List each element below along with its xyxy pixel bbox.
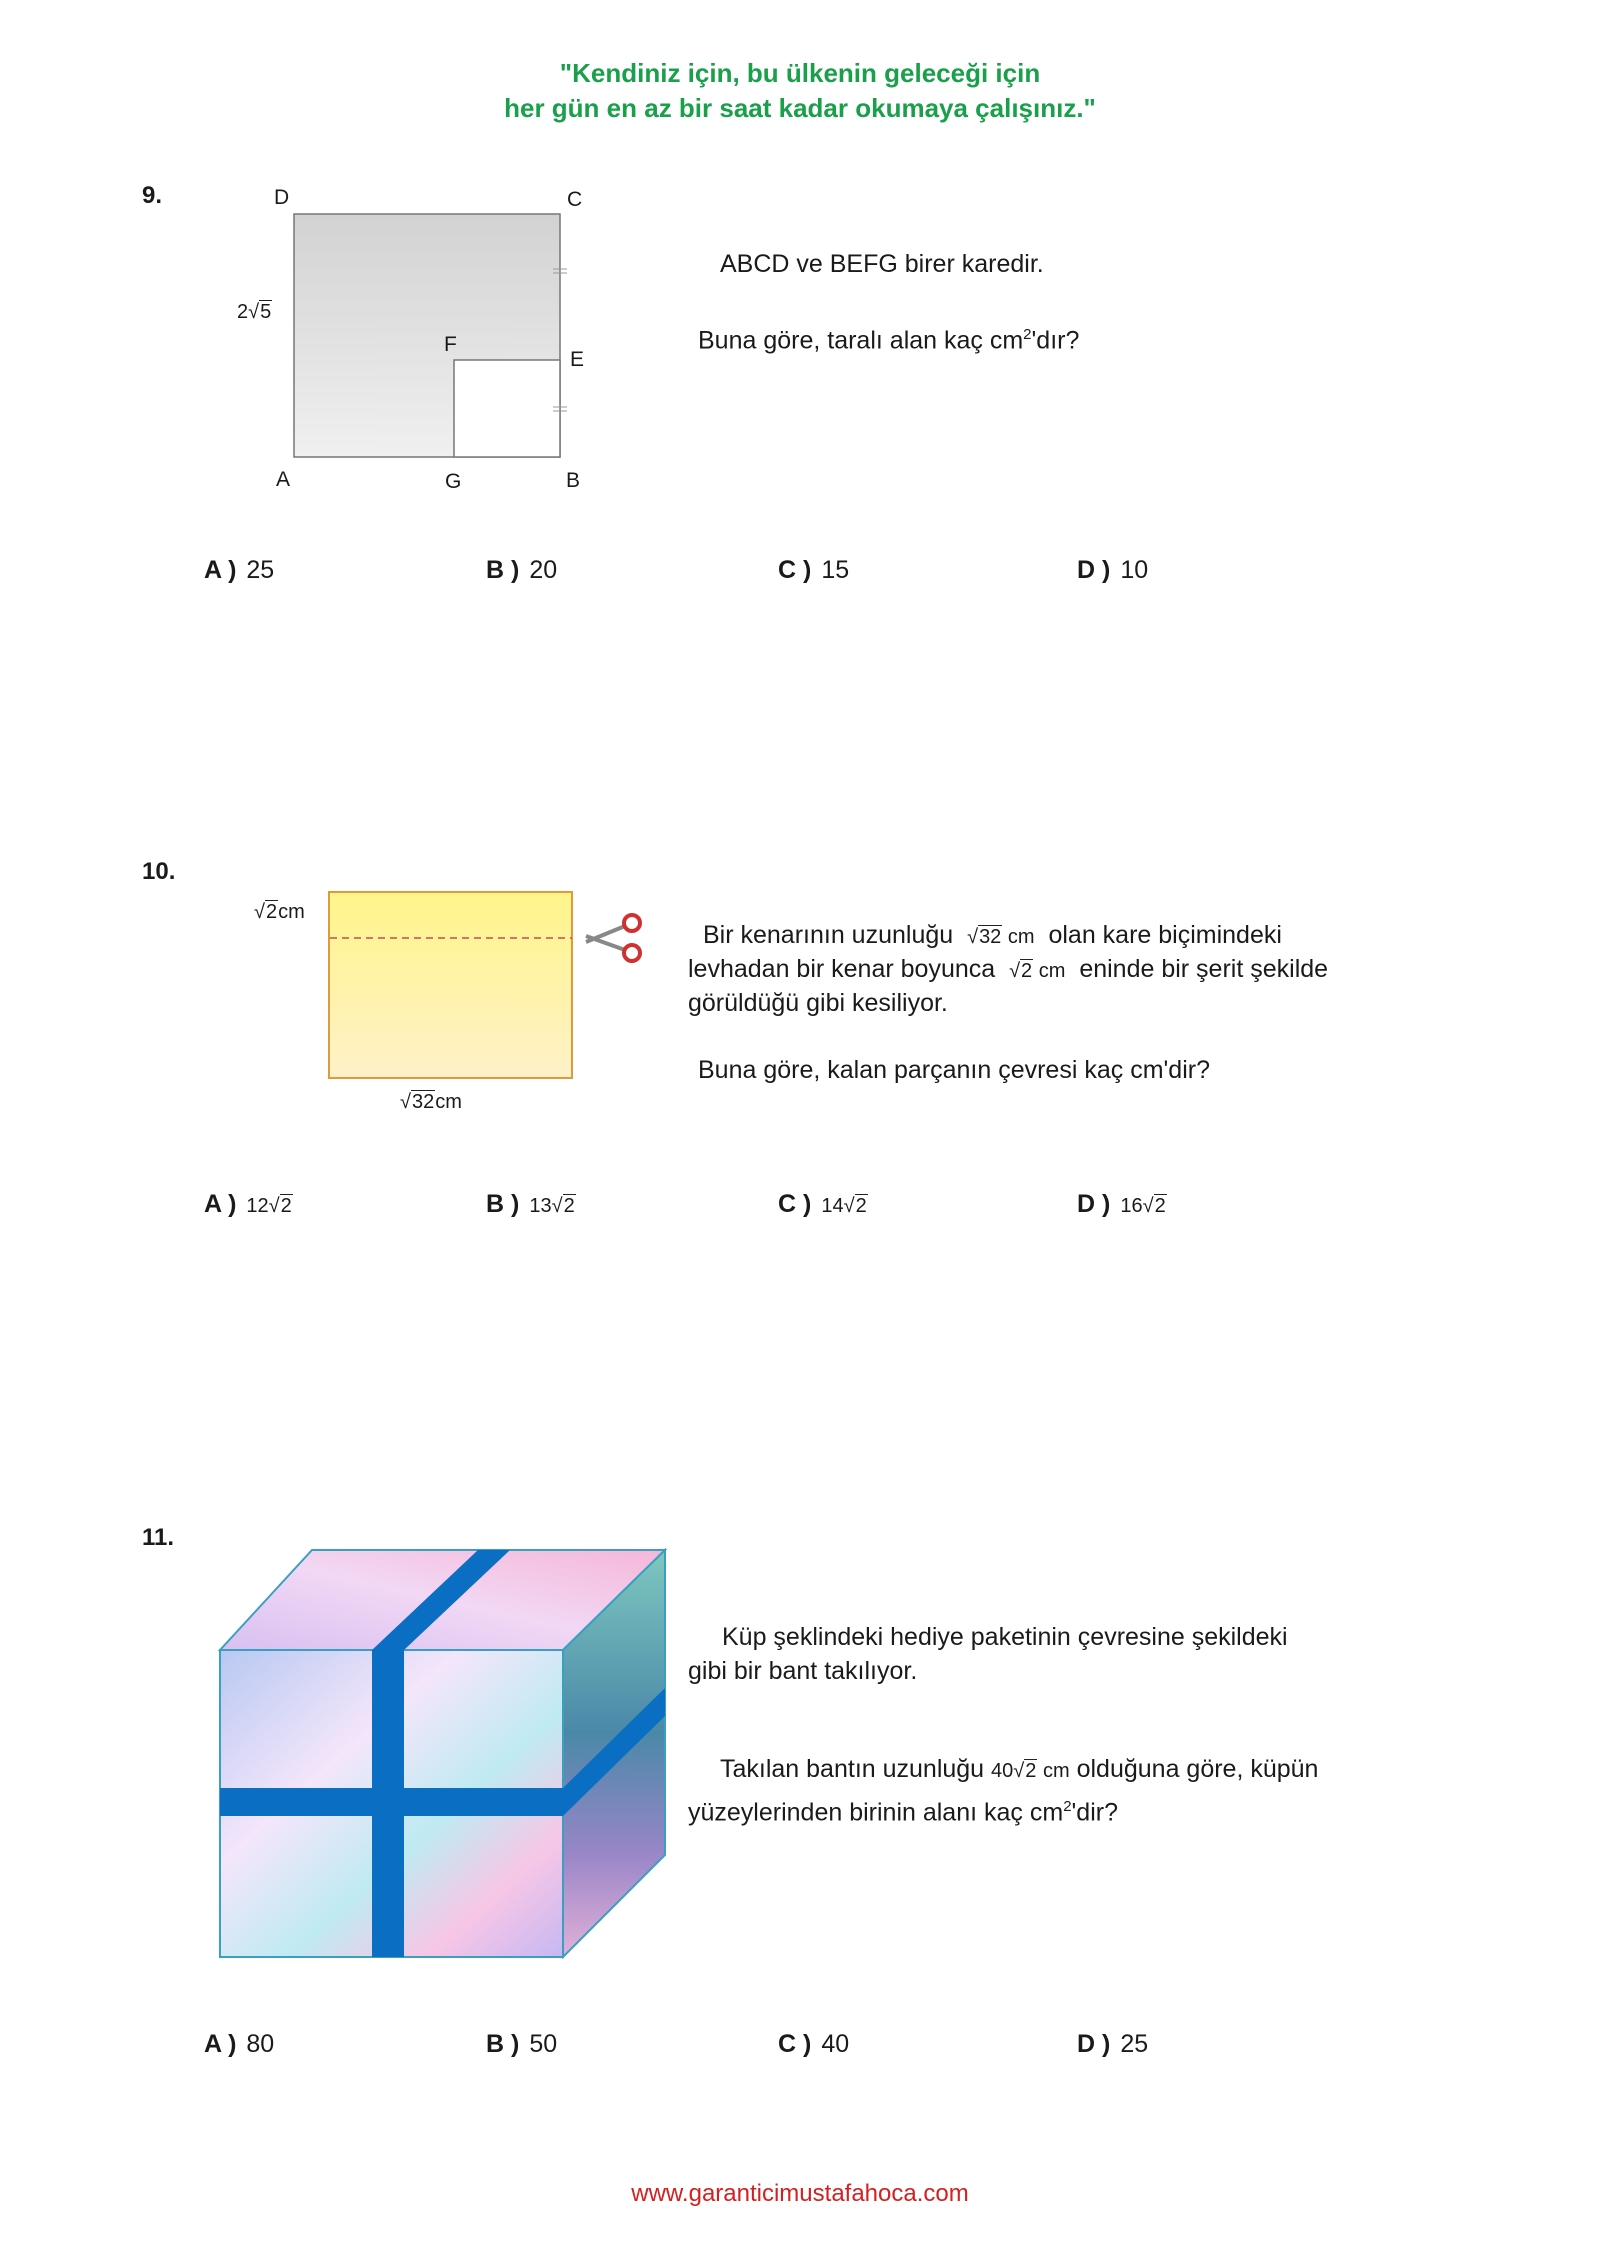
- motto-line-1: "Kendiniz için, bu ülkenin geleceği için: [559, 58, 1041, 88]
- q9-option-c[interactable]: C ) 15: [778, 556, 850, 584]
- square-befg: [454, 360, 560, 457]
- q10-option-b[interactable]: B ) 13√2: [486, 1190, 575, 1218]
- footer-website-link[interactable]: www.garanticimustafahoca.com: [631, 2180, 969, 2207]
- question-10-number: 10.: [142, 858, 176, 885]
- q10-text-2: levhadan bir kenar boyunca √2 cm eninde bir şerit şekilde: [688, 955, 1329, 983]
- label-a: A: [276, 468, 291, 491]
- q11-option-b[interactable]: B ) 50: [486, 2030, 558, 2058]
- motto: [0, 56, 1600, 126]
- paper-square: [329, 892, 572, 1078]
- q11-option-c[interactable]: C ) 40: [778, 2030, 850, 2058]
- motto-line-2: her gün en az bir saat kadar okumaya çalışınız.": [504, 93, 1096, 123]
- label-c: C: [567, 188, 583, 211]
- q9-text-2: Buna göre, taralı alan kaç $cm^2'dır$?: [698, 326, 1080, 355]
- q11-option-d[interactable]: D ) 25: [1077, 2030, 1149, 2058]
- q10-text-3: görüldüğü gibi kesiliyor.: [688, 989, 948, 1017]
- label-f: F: [444, 333, 457, 356]
- q11-gift-cube-figure: [210, 1545, 680, 1970]
- q9-text-1: ABCD ve BEFG birer karedir.: [720, 250, 1044, 278]
- q10-text-4: Buna göre, kalan parçanın çevresi kaç cm'dir?: [698, 1056, 1210, 1084]
- q9-option-b[interactable]: B ) 20: [486, 556, 558, 584]
- q11-text-2: gibi bir bant takılıyor.: [688, 1657, 918, 1685]
- q9-figure: [230, 180, 650, 500]
- label-g: G: [445, 470, 462, 493]
- side-label: 2√5: [237, 301, 272, 323]
- q10-figure: [320, 880, 660, 1090]
- label-e: E: [570, 348, 585, 371]
- scissors-icon: [586, 915, 640, 961]
- q11-option-a[interactable]: A ) 80: [204, 2030, 275, 2058]
- label-b: B: [566, 469, 581, 492]
- q11-text-1: Küp şeklindeki hediye paketinin çevresine şekildeki: [722, 1623, 1288, 1651]
- q9-option-a[interactable]: A ) 25: [204, 556, 275, 584]
- q11-text-4: yüzeylerinden birinin alanı kaç $cm^2'dir$?: [688, 1798, 1118, 1827]
- question-11-number: 11.: [142, 1524, 175, 1551]
- side-length-label: √32cm: [400, 1091, 462, 1113]
- q10-option-c[interactable]: C ) 14√2: [778, 1190, 867, 1218]
- question-9-number: 9.: [142, 182, 163, 209]
- q9-option-d[interactable]: D ) 10: [1077, 556, 1149, 584]
- label-d: D: [274, 186, 290, 209]
- q11-text-3: Takılan bantın uzunluğu 40√2 cm olduğuna göre, küpün: [720, 1755, 1319, 1783]
- q10-option-d[interactable]: D ) 16√2: [1077, 1190, 1166, 1218]
- q10-text-1: Bir kenarının uzunluğu √32 cm olan kare biçimindeki: [703, 921, 1282, 949]
- strip-width-label: √2cm: [254, 901, 305, 923]
- q10-option-a[interactable]: A ) 12√2: [204, 1190, 292, 1218]
